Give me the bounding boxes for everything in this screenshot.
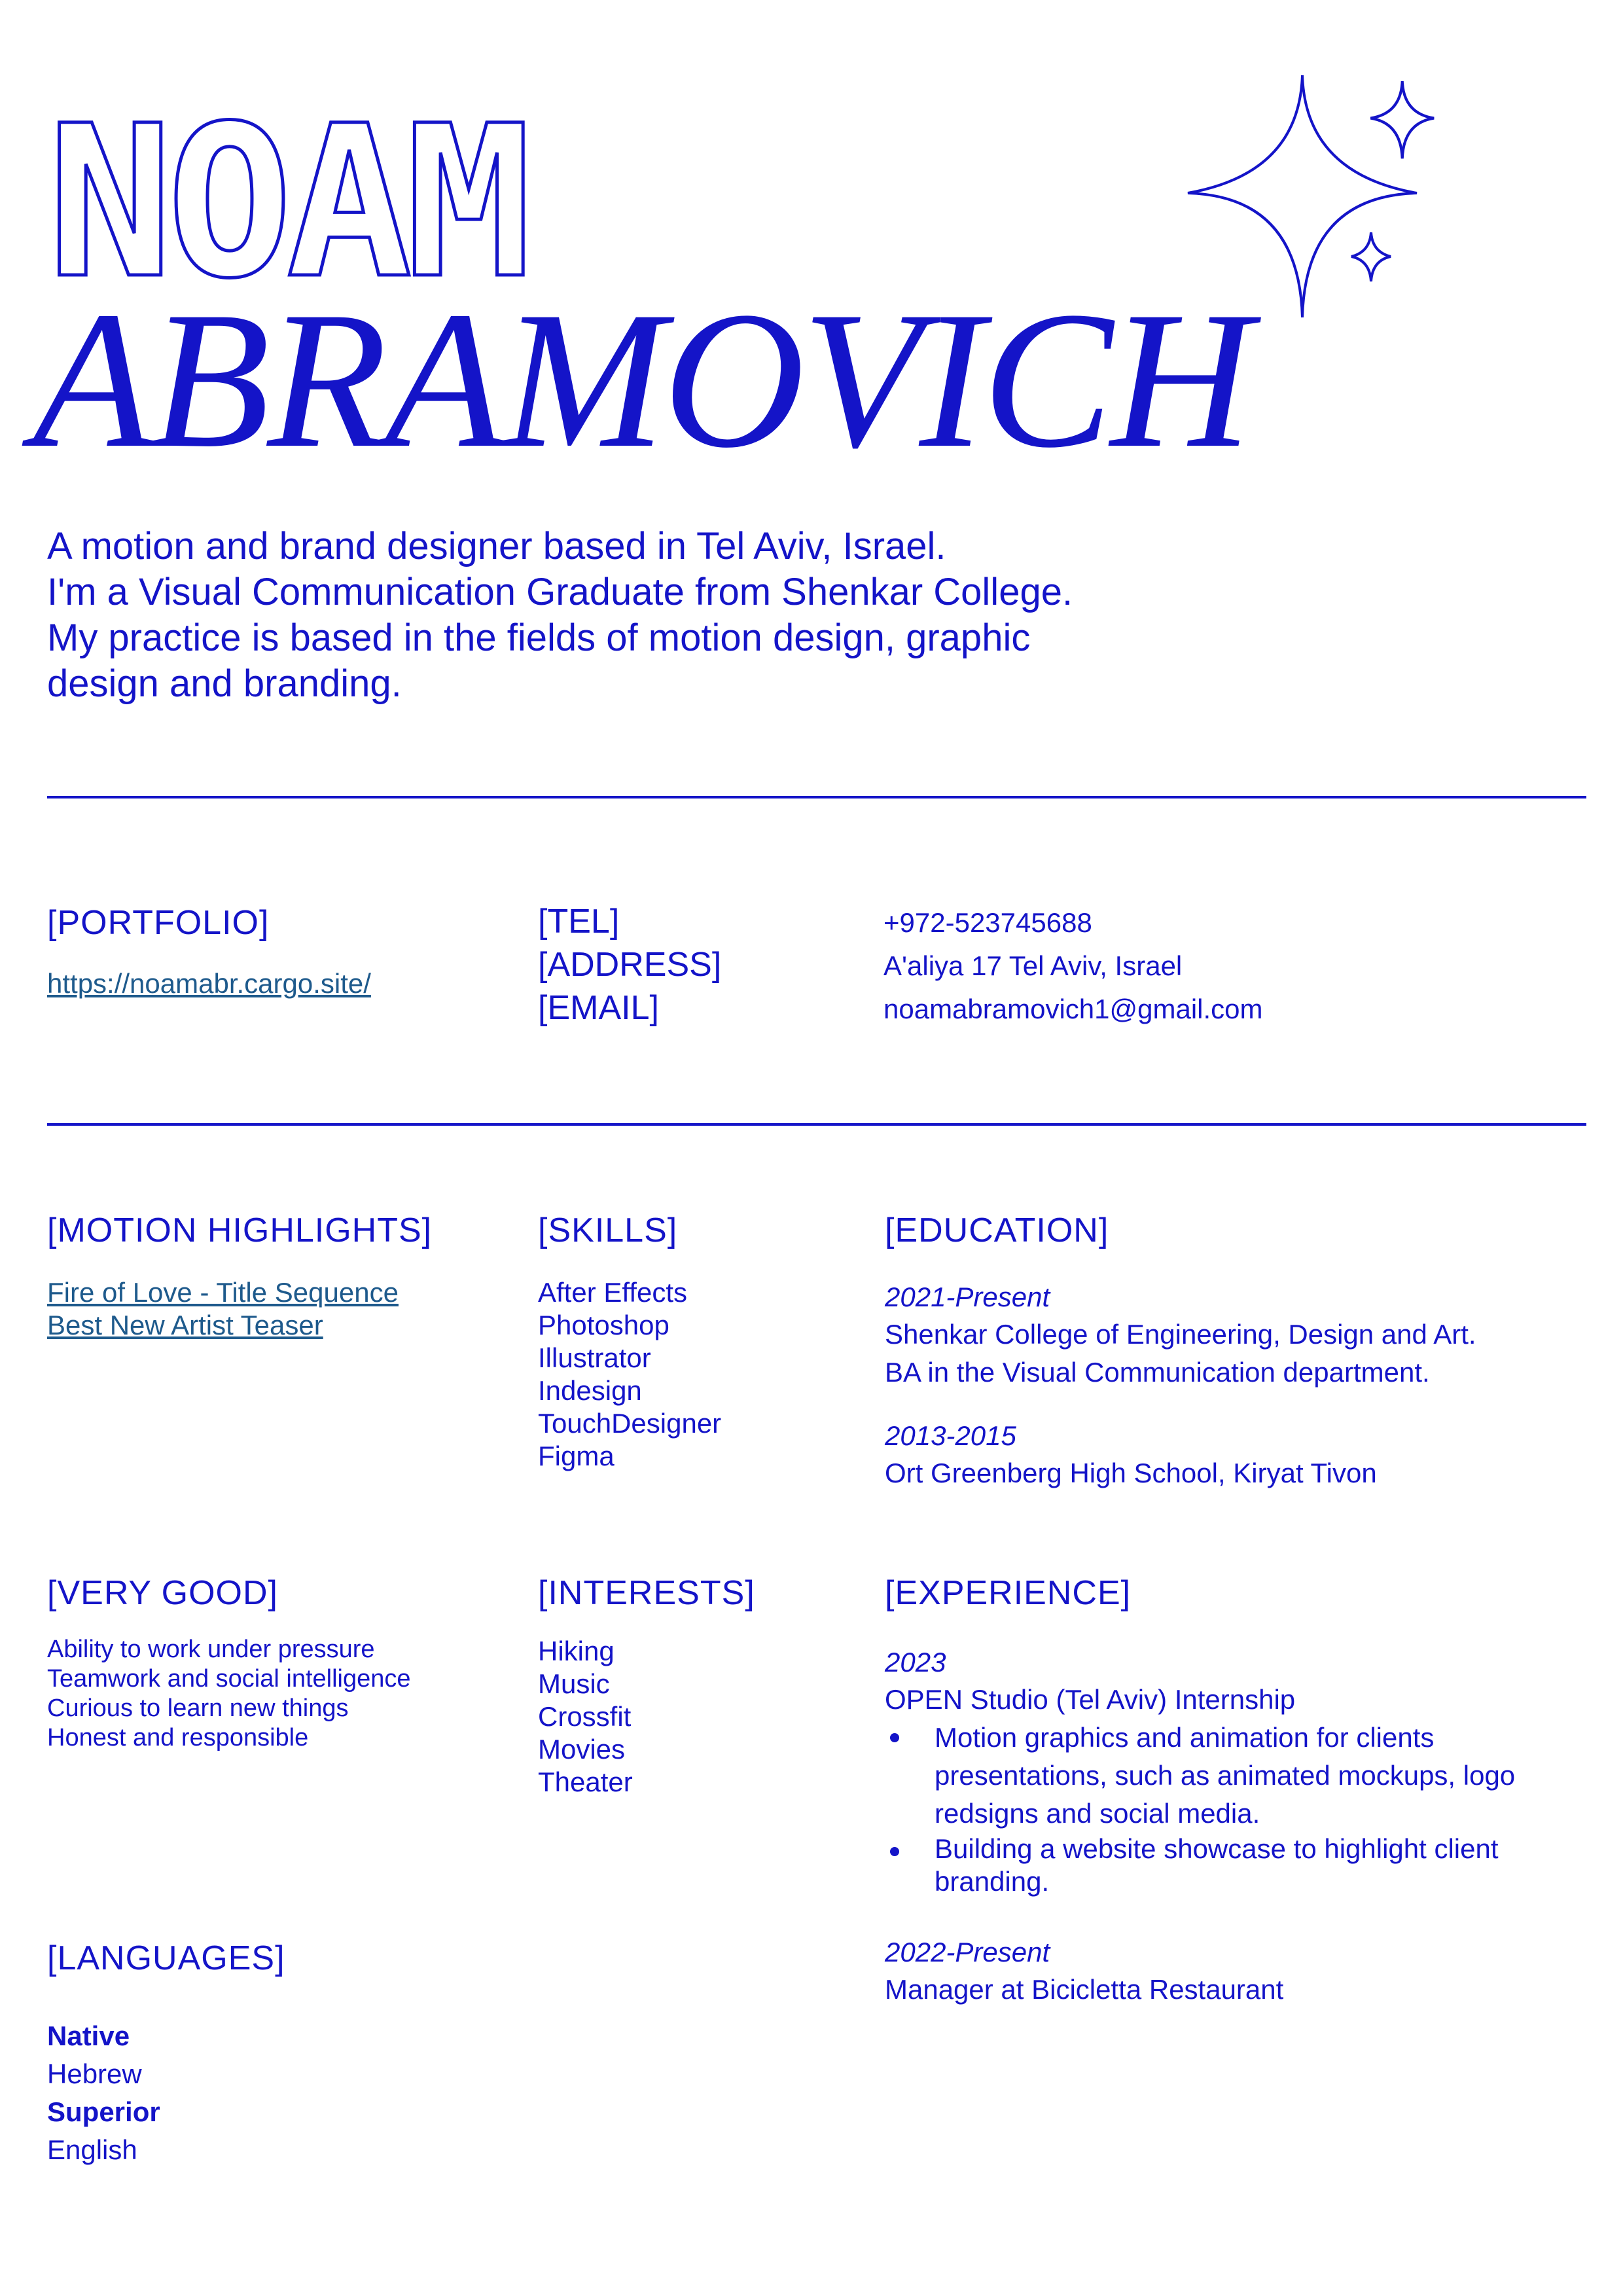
education-line: BA in the Visual Communication department. bbox=[885, 1357, 1430, 1388]
email-label: [EMAIL] bbox=[538, 989, 659, 1027]
education-heading: [EDUCATION] bbox=[885, 1211, 1109, 1249]
language-name: English bbox=[47, 2134, 137, 2165]
contact-values bbox=[883, 901, 1263, 1031]
experience-bullet: Building a website showcase to highlight client branding. bbox=[885, 1833, 1539, 1898]
education-years: 2013-2015 bbox=[885, 1420, 1016, 1451]
tel-value[interactable]: +972-523745688 bbox=[883, 907, 1092, 938]
experience-bullet: Motion graphics and animation for clients presentations, such as animated mockups, logo redsigns and social media. bbox=[885, 1719, 1539, 1833]
skill-item: Photoshop bbox=[538, 1310, 669, 1340]
quality-item: Ability to work under pressure bbox=[47, 1636, 375, 1663]
last-name: ABRAMOVICH bbox=[33, 271, 1250, 488]
interest-item: Movies bbox=[538, 1734, 626, 1765]
language-level: Superior bbox=[47, 2096, 160, 2127]
skill-item: Indesign bbox=[538, 1375, 642, 1406]
education-entry bbox=[885, 1418, 1377, 1492]
experience-heading: [EXPERIENCE] bbox=[885, 1574, 1132, 1612]
bio-line: design and branding. bbox=[47, 662, 402, 705]
first-name-outline bbox=[47, 98, 688, 295]
bio-line: I'm a Visual Communication Graduate from Shenkar College. bbox=[47, 571, 1073, 613]
large-sparkle-icon bbox=[1188, 75, 1417, 317]
skill-item: TouchDesigner bbox=[538, 1408, 722, 1439]
bio bbox=[47, 524, 1160, 707]
interest-item: Crossfit bbox=[538, 1701, 632, 1732]
motion-list bbox=[47, 1276, 399, 1342]
skills-heading: [SKILLS] bbox=[538, 1211, 678, 1249]
education-line: Ort Greenberg High School, Kiryat Tivon bbox=[885, 1458, 1377, 1488]
experience-title: Manager at Bicicletta Restaurant bbox=[885, 1974, 1284, 2005]
divider bbox=[47, 1123, 1586, 1126]
language-name: Hebrew bbox=[47, 2058, 142, 2089]
education-years: 2021-Present bbox=[885, 1282, 1050, 1312]
interest-item: Music bbox=[538, 1668, 610, 1699]
quality-item: Teamwork and social intelligence bbox=[47, 1665, 411, 1693]
skill-item: Illustrator bbox=[538, 1342, 651, 1373]
education-line: Shenkar College of Engineering, Design and Art. bbox=[885, 1319, 1476, 1350]
bio-line: My practice is based in the fields of motion design, graphic bbox=[47, 617, 1031, 659]
portfolio-link[interactable]: https://noamabr.cargo.site/ bbox=[47, 968, 371, 999]
skills-list bbox=[538, 1276, 721, 1473]
quality-item: Honest and responsible bbox=[47, 1724, 309, 1751]
very-good-list bbox=[47, 1635, 411, 1753]
first-name: NOAM bbox=[47, 98, 526, 295]
very-good-heading: [VERY GOOD] bbox=[47, 1574, 278, 1612]
experience-years: 2022-Present bbox=[885, 1937, 1050, 1967]
interests-list bbox=[538, 1635, 633, 1799]
languages-list bbox=[47, 2017, 160, 2169]
address-value: A'aliya 17 Tel Aviv, Israel bbox=[883, 950, 1183, 981]
tel-label: [TEL] bbox=[538, 903, 620, 941]
language-level: Native bbox=[47, 2020, 130, 2051]
contact-labels bbox=[538, 900, 721, 1030]
skill-item: Figma bbox=[538, 1441, 615, 1471]
divider bbox=[47, 796, 1586, 798]
address-label: [ADDRESS] bbox=[538, 946, 722, 984]
interest-item: Hiking bbox=[538, 1636, 615, 1666]
interests-heading: [INTERESTS] bbox=[538, 1574, 755, 1612]
interest-item: Theater bbox=[538, 1767, 633, 1797]
skill-item: After Effects bbox=[538, 1277, 687, 1308]
languages-heading: [LANGUAGES] bbox=[47, 1939, 285, 1977]
tiny-sparkle-icon bbox=[1351, 232, 1391, 281]
education-entry bbox=[885, 1279, 1476, 1391]
motion-link[interactable]: Best New Artist Teaser bbox=[47, 1310, 323, 1340]
motion-heading: [MOTION HIGHLIGHTS] bbox=[47, 1211, 433, 1249]
motion-link[interactable]: Fire of Love - Title Sequence bbox=[47, 1277, 399, 1308]
sparkle-stars-icon bbox=[1171, 65, 1472, 327]
experience-entry bbox=[885, 1644, 1539, 1898]
experience-title: OPEN Studio (Tel Aviv) Internship bbox=[885, 1684, 1296, 1715]
quality-item: Curious to learn new things bbox=[47, 1695, 349, 1722]
small-sparkle-icon bbox=[1370, 81, 1434, 158]
experience-years: 2023 bbox=[885, 1647, 946, 1677]
bio-line: A motion and brand designer based in Tel Aviv, Israel. bbox=[47, 525, 946, 567]
email-value[interactable]: noamabramovich1@gmail.com bbox=[883, 994, 1263, 1024]
portfolio-heading: [PORTFOLIO] bbox=[47, 904, 270, 942]
experience-entry bbox=[885, 1934, 1283, 2009]
experience-bullets bbox=[885, 1719, 1539, 1898]
